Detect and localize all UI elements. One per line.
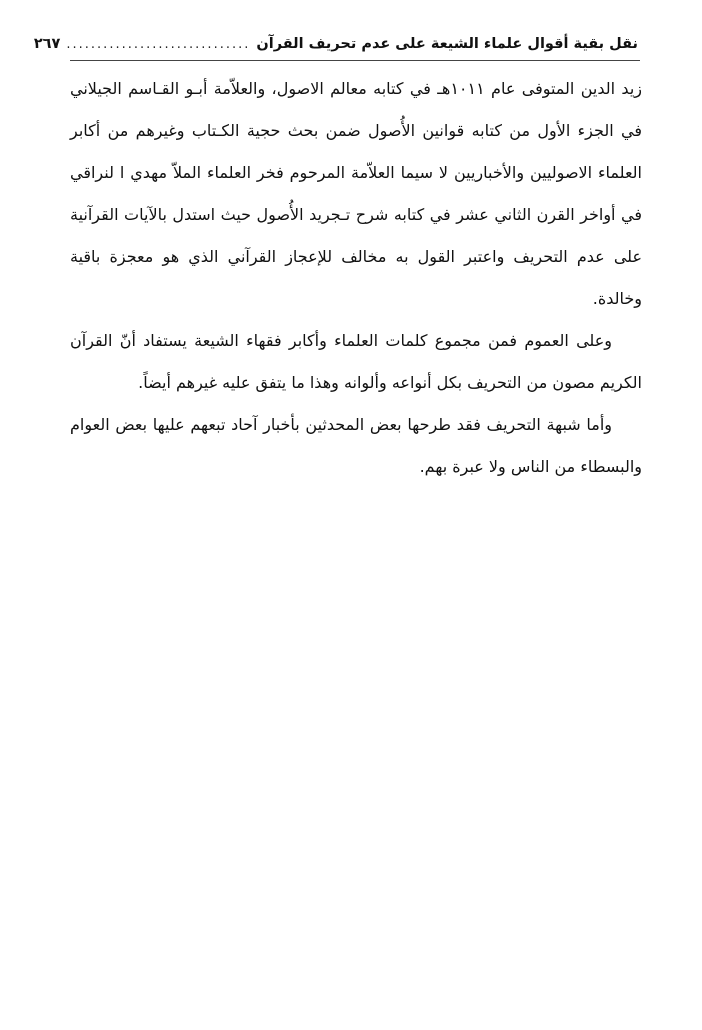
paragraph-continuation: زيد الدين المتوفى عام ١٠١١هـ في كتابه معالم الاصول، والعلاّمة أبـو القـاسم الجيلاني في الجزء الأول من كتابه قوانين الأُصول ضمن بحث حجية الكـتاب وغيرهم من أكابر العلماء الاصوليين والأخباريين لا سيما العلاّمة المرحوم فخر العلماء الملاّ مهدي ا لنراقي في أواخر القرن الثاني عشر في كتابه شرح تـجريد الأُصول حيث استدل بالآيات القرآنية على عدم التحريف واعتبر القول به مخالف للإعجاز القرآني الذي هو معجزة باقية وخالدة. bbox=[70, 79, 643, 308]
running-header bbox=[33, 30, 638, 58]
paragraph-doubt: وأما شبهة التحريف فقد طرحها بعض المحدثين بأخبار آحاد تبعهم عليها بعض العوام والبسطاء من الناس ولا عبرة بهم. bbox=[70, 415, 642, 476]
header-title: نقل بقية أقوال علماء الشيعة على عدم تحريف القرآن bbox=[256, 36, 638, 52]
body-text bbox=[70, 68, 642, 488]
header-divider bbox=[70, 60, 640, 61]
page-number: ٢٦٧ bbox=[33, 36, 61, 52]
paragraph-summary: وعلى العموم فمن مجموع كلمات العلماء وأكابر فقهاء الشيعة يستفاد أنّ القرآن الكريم مصون من التحريف بكل أنواعه وألوانه وهذا ما يتفق عليه غيرهم أيضاً. bbox=[70, 331, 642, 392]
header-dot-leader: .............................. bbox=[66, 36, 251, 52]
